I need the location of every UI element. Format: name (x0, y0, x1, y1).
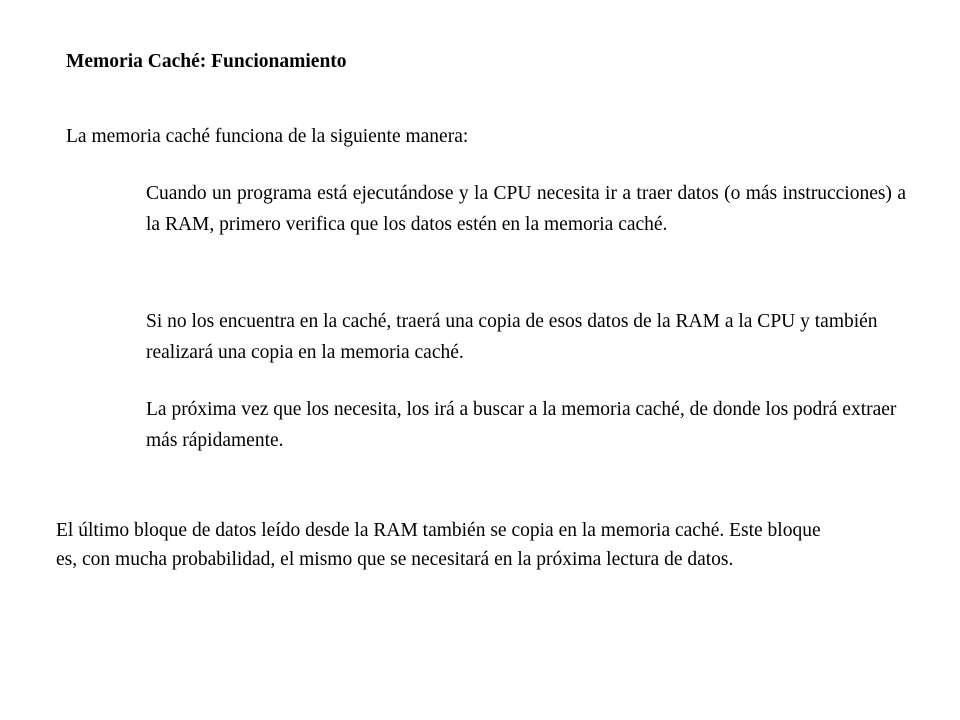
slide-title: Memoria Caché: Funcionamiento (66, 51, 347, 72)
step-paragraph-3: La próxima vez que los necesita, los irá a buscar a la memoria caché, de donde los podrá extraer más rápidamente. (146, 399, 897, 451)
step-paragraph-2: Si no los encuentra en la caché, traerá una copia de esos datos de la RAM a la CPU y también realizará una copia en la memoria caché. (146, 311, 878, 363)
conclusion-paragraph: El último bloque de datos leído desde la RAM también se copia en la memoria caché. Este bloque es, con mucha probabilidad, el mismo que se necesitará en la próxima lectura de datos. (56, 520, 821, 570)
step-paragraph-1: Cuando un programa está ejecutándose y la CPU necesita ir a traer datos (o más instrucciones) a la RAM, primero verifica que los datos estén en la memoria caché. (146, 183, 906, 235)
intro-text: La memoria caché funciona de la siguiente manera: (66, 126, 469, 147)
